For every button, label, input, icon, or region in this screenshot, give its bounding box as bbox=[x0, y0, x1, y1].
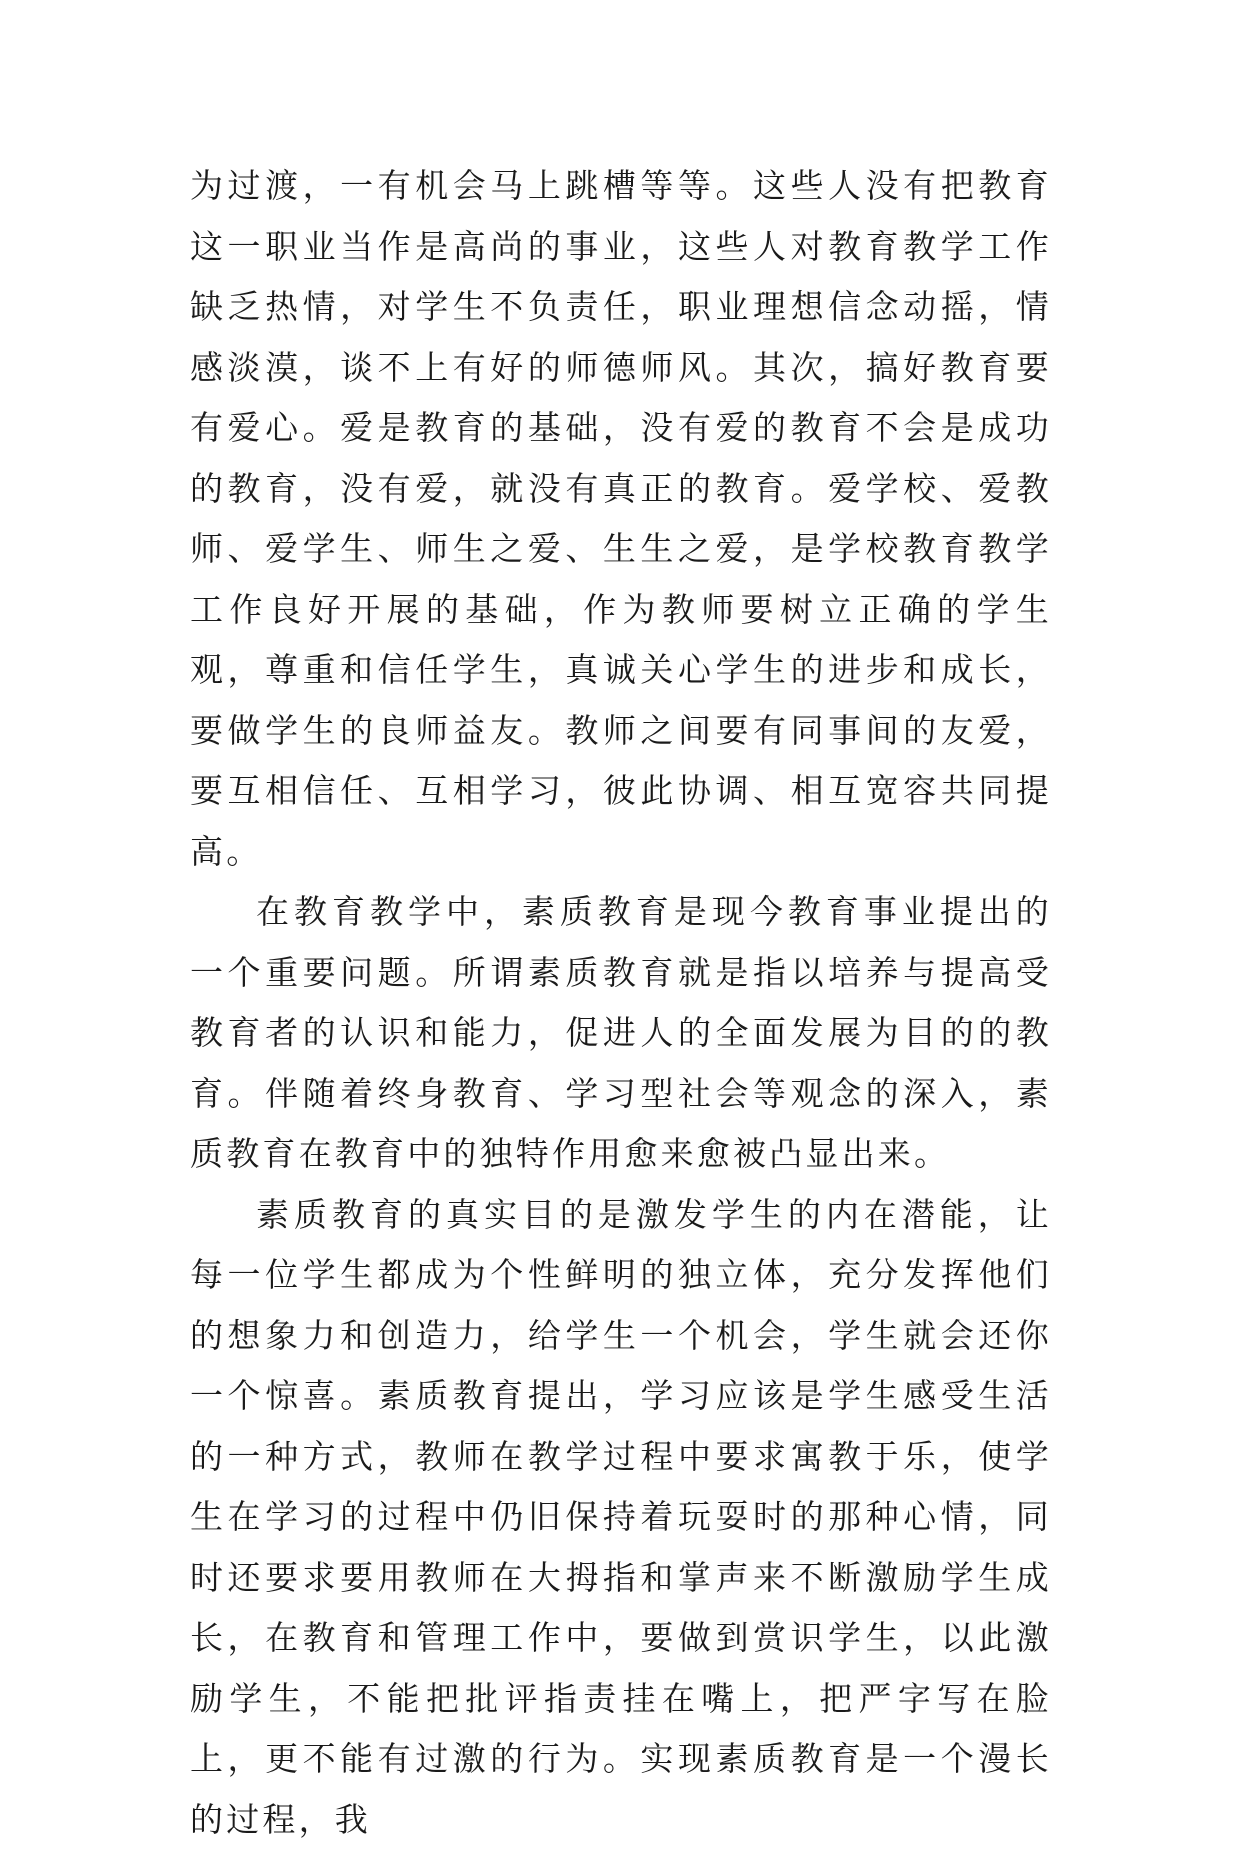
paragraph: 在教育教学中，素质教育是现今教育事业提出的一个重要问题。所谓素质教育就是指以培养与提高受教育者的认识和能力，促进人的全面发展为目的的教育。伴随着终身教育、学习型社会等观念的深入，素质教育在教育中的独特作用愈来愈被凸显出来。 bbox=[190, 882, 1052, 1185]
paragraph: 素质教育的真实目的是激发学生的内在潜能，让每一位学生都成为个性鲜明的独立体，充分发挥他们的想象力和创造力，给学生一个机会，学生就会还你一个惊喜。素质教育提出，学习应该是学生感受生活的一种方式，教师在教学过程中要求寓教于乐，使学生在学习的过程中仍旧保持着玩耍时的那种心情，同时还要求要用教师在大拇指和掌声来不断激励学生成长，在教育和管理工作中，要做到赏识学生，以此激励学生，不能把批评指责挂在嘴上，把严字写在脸上，更不能有过激的行为。实现素质教育是一个漫长的过程，我 bbox=[190, 1185, 1052, 1850]
body-text bbox=[190, 156, 1052, 1850]
paragraph: 为过渡，一有机会马上跳槽等等。这些人没有把教育这一职业当作是高尚的事业，这些人对教育教学工作缺乏热情，对学生不负责任，职业理想信念动摇，情感淡漠，谈不上有好的师德师风。其次，搞好教育要有爱心。爱是教育的基础，没有爱的教育不会是成功的教育，没有爱，就没有真正的教育。爱学校、爱教师、爱学生、师生之爱、生生之爱，是学校教育教学工作良好开展的基础，作为教师要树立正确的学生观，尊重和信任学生，真诚关心学生的进步和成长，要做学生的良师益友。教师之间要有同事间的友爱，要互相信任、互相学习，彼此协调、相互宽容共同提高。 bbox=[190, 156, 1052, 882]
